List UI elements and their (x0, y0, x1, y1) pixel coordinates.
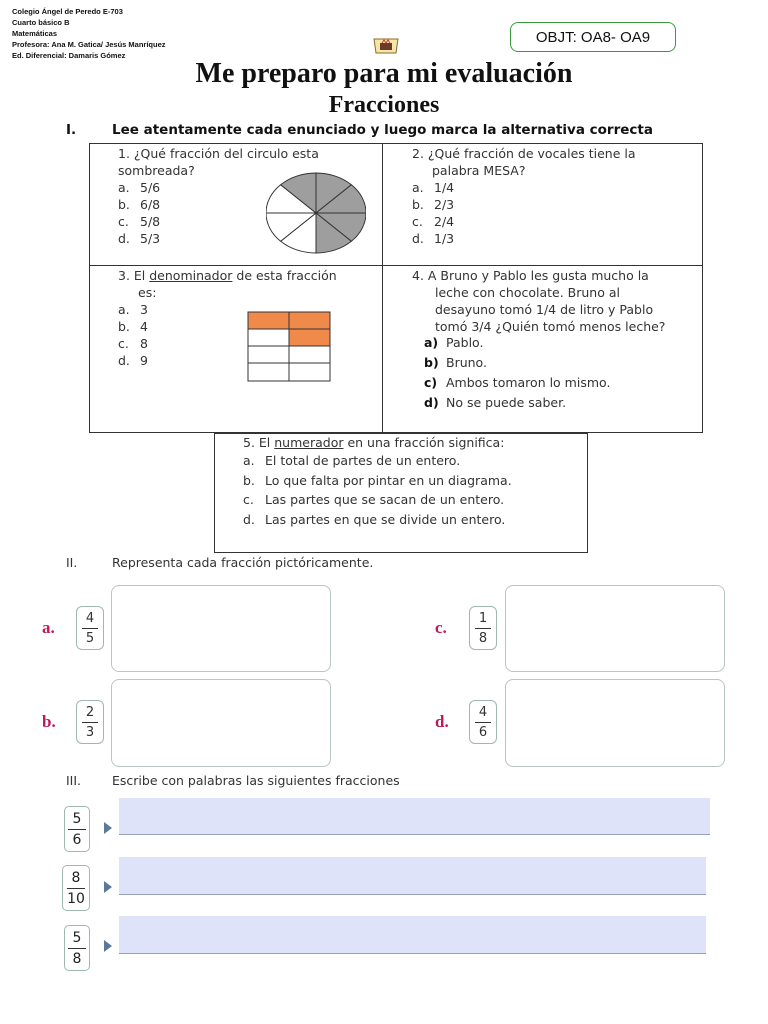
section3-instruction: Escribe con palabras las siguientes fracciones (112, 773, 400, 788)
q3-option-c[interactable]: c. 8 (118, 336, 148, 351)
q1-option-a[interactable]: a. 5/6 (118, 180, 161, 195)
q3-options (118, 301, 148, 369)
q2-option-c[interactable]: c. 2/4 (412, 214, 455, 229)
q1-options (118, 179, 160, 247)
q3-keyword: denominador (149, 268, 233, 283)
q5-keyword: numerador (274, 435, 344, 450)
school-name: Colegio Ángel de Peredo E-703 (12, 7, 123, 16)
q4-option-c[interactable]: c) Ambos tomaron lo mismo. (424, 375, 611, 390)
q4-option-d[interactable]: d) No se puede saber. (424, 395, 567, 410)
item-c-letter: c. (435, 618, 447, 637)
question-2 (412, 145, 702, 179)
item-b-letter: b. (42, 712, 56, 731)
q2-text-line1: 2. ¿Qué fracción de vocales tiene la (412, 146, 636, 161)
item-b-numerator: 2 (85, 704, 95, 720)
school-logo-icon (370, 36, 402, 56)
item-c-numerator: 1 (478, 610, 488, 626)
q5-option-b[interactable]: b. Lo que falta por pintar en un diagrama. (243, 472, 512, 488)
word-answer-line-1[interactable] (119, 798, 710, 835)
subject-line: Matemáticas (12, 29, 58, 38)
item-c-fraction (469, 606, 497, 650)
grid-fraction-diagram (247, 311, 331, 383)
arrow-right-icon (104, 822, 112, 834)
word-fraction-3: 5 8 (64, 925, 90, 971)
q4-options (424, 333, 610, 413)
word-fraction-1: 5 6 (64, 806, 90, 852)
item-a-numerator: 4 (85, 610, 95, 626)
section2-heading (66, 555, 373, 570)
q3-option-a[interactable]: a. 3 (118, 302, 148, 317)
q2-options (412, 179, 454, 247)
q5-option-c[interactable]: c. Las partes que se sacan de un entero. (243, 492, 505, 507)
word-answer-line-3[interactable] (119, 916, 706, 954)
word-answer-line-2[interactable] (119, 857, 706, 895)
q5-text: 5. El numerador en una fracción significa: (243, 435, 505, 450)
q2-option-d[interactable]: d. 1/3 (412, 231, 455, 246)
circle-eighths-diagram (266, 171, 366, 255)
item-a-drawing-area[interactable] (111, 585, 331, 672)
special-ed-line: Ed. Diferencial: Damaris Gómez (12, 51, 126, 60)
arrow-right-icon (104, 881, 112, 893)
question-4 (412, 267, 702, 335)
section2-number: II. (66, 555, 78, 570)
q5-option-d[interactable]: d. Las partes en que se divide un entero. (243, 511, 506, 527)
item-b-fraction (76, 700, 104, 744)
q2-text-line2: palabra MESA? (432, 163, 526, 178)
item-b-drawing-area[interactable] (111, 679, 331, 767)
q1-option-b[interactable]: b. 6/8 (118, 197, 161, 212)
teachers-line: Profesora: Ana M. Gatica/ Jesús Manríquez (12, 40, 166, 49)
q5-option-a[interactable]: a. El total de partes de un entero. (243, 453, 461, 468)
q4-option-a[interactable]: a) Pablo. (424, 335, 484, 350)
item-c-denominator: 8 (478, 630, 488, 646)
q2-option-b[interactable]: b. 2/3 (412, 197, 455, 212)
q1-option-d[interactable]: d. 5/3 (118, 231, 161, 246)
section1-number: I. (66, 122, 77, 138)
section1-heading (66, 122, 653, 138)
q3-text-line2: es: (138, 285, 157, 300)
item-a-denominator: 5 (85, 630, 95, 646)
section1-instruction: Lee atentamente cada enunciado y luego marca la alternativa correcta (112, 122, 653, 138)
page-subtitle: Fracciones (328, 92, 440, 118)
item-b-denominator: 3 (85, 724, 95, 740)
school-info (12, 6, 166, 61)
item-a-letter: a. (42, 618, 55, 637)
q1-text-line1: 1. ¿Qué fracción del circulo esta (118, 146, 319, 161)
item-d-denominator: 6 (478, 724, 488, 740)
item-c-drawing-area[interactable] (505, 585, 725, 672)
item-d-fraction (469, 700, 497, 744)
item-d-drawing-area[interactable] (505, 679, 725, 767)
item-d-letter: d. (435, 712, 449, 731)
q1-text-line2: sombreada? (118, 163, 195, 178)
q2-option-a[interactable]: a. 1/4 (412, 180, 455, 195)
item-a-fraction (76, 606, 104, 650)
question-5 (243, 434, 583, 451)
section2-instruction: Representa cada fracción pictóricamente. (112, 555, 374, 570)
grade-line: Cuarto básico B (12, 18, 70, 27)
q3-option-d[interactable]: d. 9 (118, 353, 148, 368)
word-fraction-2: 8 10 (62, 865, 90, 911)
q4-option-b[interactable]: b) Bruno. (424, 355, 487, 370)
q1-option-c[interactable]: c. 5/8 (118, 214, 161, 229)
q4-text-line3: desayuno tomó 1/4 de litro y Pablo (435, 302, 654, 317)
q4-text-line1: 4. A Bruno y Pablo les gusta mucho la (412, 268, 649, 283)
q3-text-line1: 3. El denominador de esta fracción (118, 268, 337, 283)
arrow-right-icon (104, 940, 112, 952)
q3-option-b[interactable]: b. 4 (118, 319, 148, 334)
grid-divider-vertical (382, 143, 383, 433)
item-d-numerator: 4 (478, 704, 488, 720)
grid-divider-horizontal (89, 265, 703, 266)
q4-text-line4: tomó 3/4 ¿Quién tomó menos leche? (435, 319, 666, 334)
question-3 (118, 267, 378, 301)
page-title: Me preparo para mi evaluación (195, 58, 573, 89)
section3-number: III. (66, 773, 82, 788)
section3-heading (66, 773, 400, 788)
q4-text-line2: leche con chocolate. Bruno al (435, 285, 620, 300)
objective-badge: OBJT: OA8- OA9 (510, 22, 676, 52)
q5-options (243, 451, 512, 529)
